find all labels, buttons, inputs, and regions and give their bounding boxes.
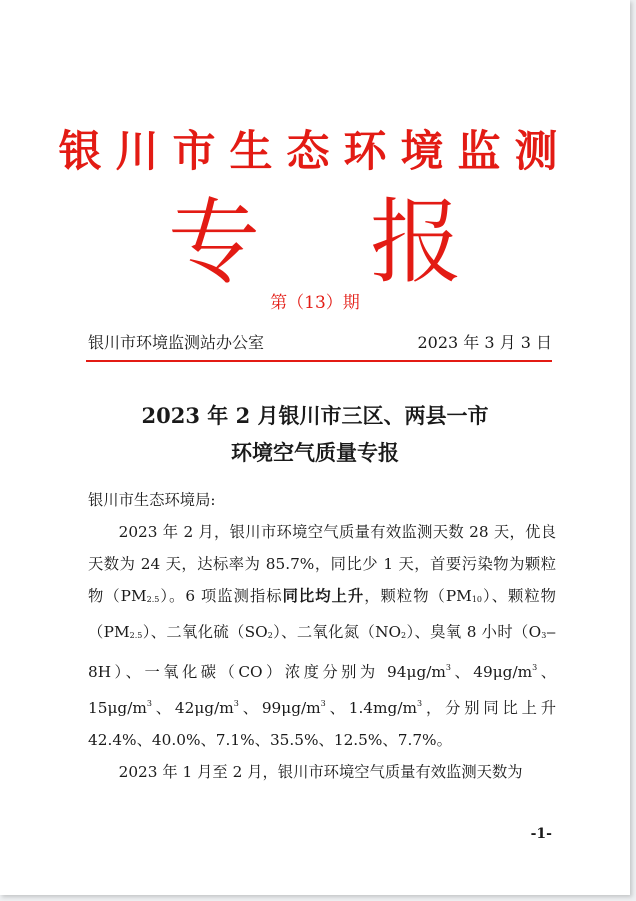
unit-superscript-6: 3 — [417, 699, 423, 708]
issue-date: 2023 年 3 月 3 日 — [417, 333, 552, 352]
p1-emphasis: 同比均上升 — [282, 587, 365, 605]
p1-text-6: ）、二氧化氮（NO — [272, 623, 402, 641]
p1-text-13: 、1.4mg/m — [325, 699, 418, 717]
bulletin-title — [0, 188, 630, 298]
unit-superscript-3: 3 — [146, 699, 152, 708]
p1-text-11: 、42μg/m — [151, 699, 234, 717]
document-title-line-1: 2023 年 2 月银川市三区、两县一市 — [141, 403, 489, 428]
document-body — [88, 484, 556, 788]
p1-text-7: ）、臭氧 8 小时（O — [406, 623, 542, 641]
page-number: -1- — [530, 826, 552, 842]
p1-text-8: ‒8H）、一氧化碳（CO）浓度分别为 94μg/m — [88, 623, 557, 681]
bulletin-char-1: 专 — [167, 189, 260, 296]
issuing-office: 银川市环境监测站办公室 — [88, 333, 265, 352]
unit-superscript-5: 3 — [320, 699, 326, 708]
pm25-subscript: 2.5 — [146, 595, 160, 604]
so2-subscript: 2 — [267, 631, 273, 640]
p1-text-14: ，分别同比上升 42.4%、40.0%、7.1%、35.5%、12.5%、7.7%。 — [88, 699, 556, 749]
org-title: 银川市生态环境监测 — [58, 127, 572, 177]
paragraph-1 — [88, 516, 556, 756]
p1-text-12: 、99μg/m — [238, 699, 321, 717]
pm10-subscript: 10 — [471, 595, 482, 604]
unit-superscript-2: 3 — [532, 663, 538, 672]
red-divider — [86, 360, 552, 362]
p1-text-2: ）。6 项监测指标 — [159, 587, 283, 605]
document-title — [0, 397, 630, 471]
p1-text-4: ）、颗粒物（PM — [88, 587, 556, 641]
p1-text-3: ，颗粒物（PM — [364, 587, 472, 605]
meta-row — [88, 330, 552, 353]
no2-subscript: 2 — [401, 631, 407, 640]
paragraph-2: 2023 年 1 月至 2 月，银川市环境空气质量有效监测天数为 — [118, 763, 523, 781]
unit-superscript-4: 3 — [233, 699, 239, 708]
p1-text-10: 、15μg/m — [88, 663, 556, 717]
p1-text-5: ）、二氧化硫（SO — [142, 623, 268, 641]
pm25-subscript-2: 2.5 — [129, 631, 143, 640]
issue-number: 第（13）期 — [270, 293, 360, 313]
p1-text-9: 、49μg/m — [451, 663, 533, 681]
o3-subscript: 3 — [541, 631, 547, 640]
unit-superscript-1: 3 — [445, 663, 451, 672]
bulletin-char-2: 报 — [370, 189, 463, 296]
document-title-line-2: 环境空气质量专报 — [231, 440, 399, 465]
p1-text-1: 2023 年 2 月，银川市环境空气质量有效监测天数 28 天，优良天数为 24 天，达标率为 85.7%，同比少 1 天，首要污染物为颗粒物（PM — [88, 523, 556, 605]
salutation: 银川市生态环境局: — [88, 491, 216, 509]
